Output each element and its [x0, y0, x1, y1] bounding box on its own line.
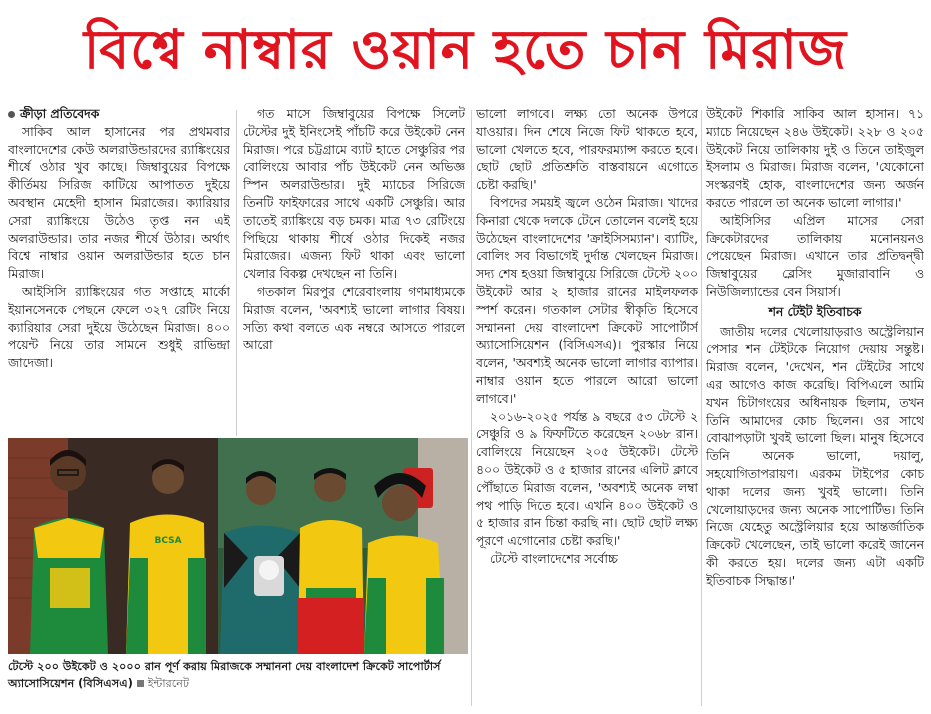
paragraph: সাকিব আল হাসানের পর প্রথমবার বাংলাদেশের কেউ অলরাউন্ডারদের র‌্যাঙ্কিংয়ের শীর্ষে ওঠার খুব কাছে। জিম্বাবুয়ের বিপক্ষে কীর্তিময় সিরিজ কাটিয়ে আপাতত দুইয়ে অবস্থান মেহেদী হাসান মিরাজের। ক্যারিয়ার সেরা র‌্যাঙ্কিংয়ে উঠেও তৃপ্ত নন এই অলরাউন্ডার। তার নজর শীর্ষে উঠার। অর্থাৎ বিশ্বে নাম্বার ওয়ান অলরাউন্ডার হতে চান মিরাজ। [8, 124, 230, 282]
article-column-4 [706, 106, 924, 706]
paragraph: ভালো লাগবে। লক্ষ্য তো অনেক উপরে যাওয়ার। দিন শেষে নিজে ফিট থাকতে হবে, ভালো খেলতে হবে, পারফরম্যান্স করতে হবে। ছোট ছোট প্রতিশ্রুতি বাস্তবায়নে এগোতে চেষ্টা করছি।' [476, 107, 698, 193]
headline: বিশ্বে নাম্বার ওয়ান হতে চান মিরাজ [83, 18, 848, 81]
article-column-2 [243, 106, 465, 436]
photo-illustration [8, 438, 468, 654]
news-photo [8, 438, 468, 654]
bullet-icon [8, 111, 15, 118]
article-column-3 [476, 106, 698, 706]
paragraph: ২০১৬-২০২৫ পর্যন্ত ৯ বছরে ৫৩ টেস্টে ২ সেঞ্চুরি ও ৯ ফিফটিতে করেছেন ২০৬৮ রান। বোলিংয়ে নিয়েছেন ২০৫ উইকেট। টেস্টে ৪০০ উইকেট ও ৫ হাজার রানের এলিট ক্লাবে পৌঁছাতে মিরাজ বলেন, 'অবশ্যই অনেক লম্বা পথ পাড়ি দিতে হবে। এখনি ৪০০ উইকেট ও ৫ হাজার রান চিন্তা করছি না। ছোট ছোট লক্ষ্য পূরণে এগোনোর চেষ্টা করছি।' [476, 409, 698, 549]
byline [8, 106, 230, 124]
photo-caption [8, 658, 470, 692]
caption-source [137, 675, 189, 692]
paragraph: টেস্টে বাংলাদেশের সর্বোচ্চ [490, 551, 618, 566]
paragraph: বিপদের সময়ই জ্বলে ওঠেন মিরাজ। খাদের কিনারা থেকে দলকে টেনে তোলেন বলেই হয়ে উঠেছেন বাংলাদেশের 'ক্রাইসিসম্যান'। ব্যাটিং, বোলিং সব বিভাগেই দুর্দান্ত খেলছেন মিরাজ। সদ্য শেষ হওয়া জিম্বাবুয়ে সিরিজে টেস্টে ২০০ উইকেট আর ২ হাজার রানের মাইলফলক স্পর্শ করেন। গতকাল সেটার স্বীকৃতি হিসেবে সম্মাননা দেয় বাংলাদেশ ক্রিকেট সাপোর্টার্স অ্যাসোসিয়েশন (বিসিএসএ)। পুরস্কার নিয়ে বলেন, 'অবশ্যই অনেক ভালো লাগার ব্যাপার। নাম্বার ওয়ান হতে পারলে আরো ভালো লাগবে।' [476, 195, 698, 406]
square-icon [137, 680, 144, 687]
paragraph: জাতীয় দলের খেলোয়াড়রাও অস্ট্রেলিয়ান পেসার শন টেইটকে নিয়োগ দেয়ায় সন্তুষ্ট। মিরাজ বলেন, 'দেখেন, শন টেইটের সাথে এর আগেও কাজ করেছি। বিপিএলে আমি যখন চিটাগংয়ের অধিনায়ক ছিলাম, তখন তিনি আমাদের কোচ ছিলেন। ওর সাথে বোঝাপড়াটা খুবই ভালো ছিল। মানুষ হিসেবে তিনি অনেক ভালো, দয়ালু, সহযোগিতাপরায়ণ। এরকম টাইপের কোচ থাকা দলের জন্য খুবই ভালো। তিনি খেলোয়াড়দের জন্য অনেক সাপোর্টিভ। তিনি নিজে যেহেতু অস্ট্রেলিয়ার হয়ে আন্তর্জাতিক ক্রিকেট খেলেছেন, তাই ভালো করেই জানেন কী করতে হয়। দলের জন্য এটা একটি ইতিবাচক সিদ্ধান্ত।' [706, 324, 924, 588]
paragraph: আইসিসির এপ্রিল মাসের সেরা ক্রিকেটারদের তালিকায় মনোনয়নও পেয়েছেন মিরাজ। এখানে তার প্রতিদ্বন্দ্বী জিম্বাবুয়ের ব্লেসিং মুজারাবানি ও নিউজিল্যান্ডের বেন সিয়ার্স। [706, 213, 924, 299]
paragraph: গত মাসে জিম্বাবুয়ের বিপক্ষে সিলেট টেস্টের দুই ইনিংসেই পাঁচটি করে উইকেট নেন মিরাজ। পরে চট্টগ্রামে ব্যাট হাতে সেঞ্চুরির পর বোলিংয়ে আবার পাঁচ উইকেট নেন অভিজ্ঞ স্পিন অলরাউন্ডার। দুই ম্যাচের সিরিজে তিনটি ফাইফারের সাথে একটি সেঞ্চুরি। আর তাতেই র‌্যাঙ্কিংয়ে বড় চমক। মাত্র ৭৩ রেটিংয়ে পিছিয়ে থাকায় শীর্ষে ওঠার দিকেই নজর মিরাজের। এজন্য ফিট থাকা এবং ভালো খেলার বিকল্প দেখছেন না তিনি। [243, 107, 465, 282]
paragraph: গতকাল মিরপুর শেরেবাংলায় গণমাধ্যমকে মিরাজ বলেন, 'অবশ্যই ভালো লাগার বিষয়। সত্যি কথা বলতে এক নম্বরে আসতে পারলে আরো [243, 284, 465, 353]
paragraph: উইকেট শিকারি সাকিব আল হাসান। ৭১ ম্যাচে নিয়েছেন ২৪৬ উইকেট। ২২৮ ও ২০৫ উইকেট নিয়ে তালিকায় দুই ও তিনে তাইজুল ইসলাম ও মিরাজ। মিরাজ বলেন, 'যেকোনো সংস্করণই হোক, বাংলাদেশের জন্য অর্জন করতে পারলে তা অনেক ভালো লাগার।' [706, 107, 924, 210]
subheading: শন টেইট ইতিবাচক [768, 304, 862, 319]
article-column-1 [8, 106, 230, 436]
paragraph: আইসিসি র‌্যাঙ্কিংয়ের গত সপ্তাহে মার্কো ইয়ানসেনকে পেছনে ফেলে ৩২৭ রেটিং নিয়ে ক্যারিয়ার সেরা দুইয়ে উঠেছেন মিরাজ। ৪০০ পয়েন্ট নিয়ে তার সামনে শুধুই রাভিন্দ্রা জাদেজা। [8, 284, 230, 371]
caption-text: টেস্টে ২০০ উইকেট ও ২০০০ রান পূর্ণ করায় মিরাজকে সম্মাননা দেয় বাংলাদেশ ক্রিকেট সাপোর্টার্স অ্যাসোসিয়েশন (বিসিএসএ) [8, 660, 441, 690]
column-divider [701, 110, 702, 706]
column-divider [236, 110, 237, 436]
column-divider [471, 110, 472, 706]
byline-text: ক্রীড়া প্রতিবেদক [20, 107, 100, 121]
caption-source-text: ইন্টারনেট [147, 677, 190, 690]
jersey-text: BCSA [154, 536, 182, 546]
